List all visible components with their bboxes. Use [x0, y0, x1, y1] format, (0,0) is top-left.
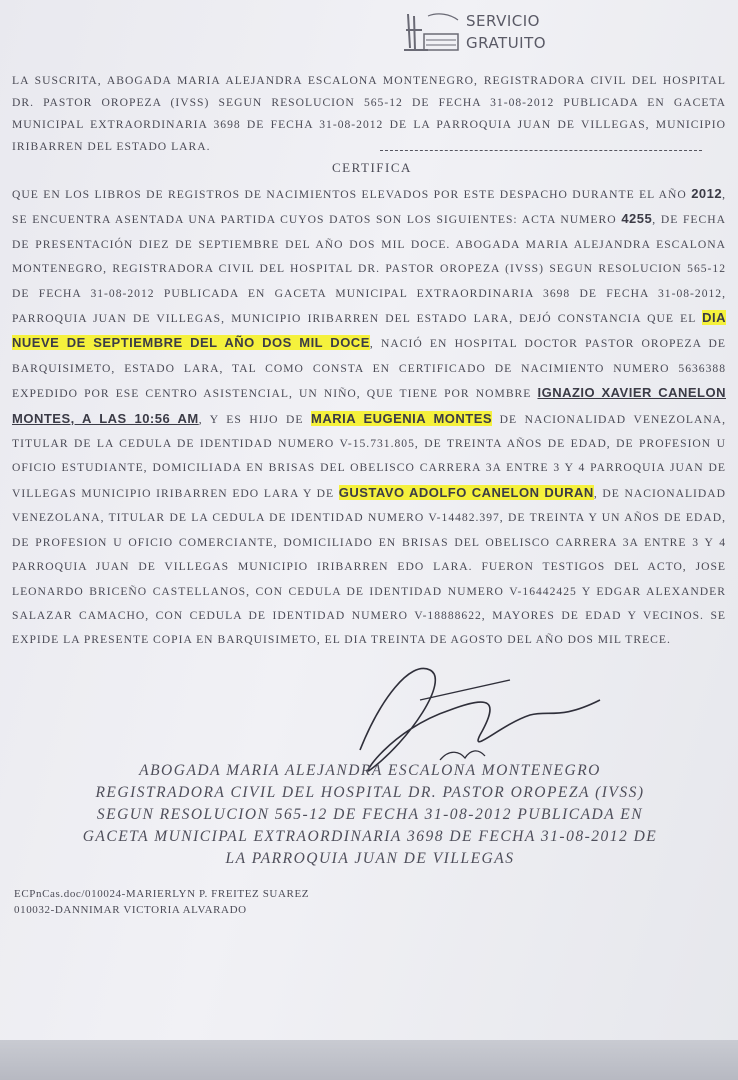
- certifica-heading: CERTIFICA: [332, 160, 412, 175]
- signatory-block: [60, 760, 680, 870]
- body-text-3: , DE FECHA DE PRESENTACIÓN DIEZ DE SEPTIEMBRE DEL AÑO DOS MIL DOCE. ABOGADA MARIA ALEJANDRA ESCALONA MONTENEGRO, REGISTRADORA CIVIL DEL HOSPITAL DR. PASTOR OROPEZA (IVSS) SEGUN RESOLUCION 565-12 DE FECHA 31-08-2012 PUBLICADA EN GACETA MUNICIPAL EXTRAORDINARIA 3698 DE FECHA 31-08-2012, PARROQUIA JUAN DE VILLEGAS, MUNICIPIO IRIBARREN DEL ESTADO LARA, DEJÓ CONSTANCIA QUE EL: [12, 213, 726, 326]
- body-text-7: , DE NACIONALIDAD VENEZOLANA, TITULAR DE LA CEDULA DE IDENTIDAD NUMERO V-14482.397, DE TREINTA Y UN AÑOS DE EDAD, DE PROFESION U OFICIO COMERCIANTE, DOMICILIADO EN BRISAS DEL OBELISCO CARRERA 3A ENTRE 3 Y 4 PARROQUIA JUAN DE VILLEGAS MUNICIPIO IRIBARREN EDO LARA. FUERON TESTIGOS DEL ACTO, JOSE LEONARDO BRICEÑO CASTELLANOS, CON CEDULA DE IDENTIDAD NUMERO V-16442425 Y EDGAR ALEXANDER SALAZAR CAMACHO, CON CEDULA DE IDENTIDAD NUMERO V-18888622, MAYORES DE EDAD Y VECINOS. SE EXPIDE LA PRESENTE COPIA EN BARQUISIMETO, EL DIA TREINTA DE AGOSTO DEL AÑO DOS MIL TRECE.: [12, 486, 727, 647]
- body-text-2: , SE ENCUENTRA ASENTADA UNA PARTIDA CUYOS DATOS SON LOS SIGUIENTES: ACTA NUMERO: [12, 188, 727, 227]
- stamp-line-1: SERVICIO: [466, 12, 540, 30]
- signatory-resolution: SEGUN RESOLUCION 565-12 DE FECHA 31-08-2012 PUBLICADA EN: [96, 806, 644, 823]
- signatory-title: REGISTRADORA CIVIL DEL HOSPITAL DR. PASTOR OROPEZA (IVSS): [95, 784, 645, 801]
- child-name: IGNAZIO XAVIER CANELON MONTES, A LAS 10:56 AM: [12, 385, 726, 426]
- body-text-5: , Y ES HIJO DE: [198, 412, 304, 426]
- signatory-gazette: GACETA MUNICIPAL EXTRAORDINARIA 3698 DE FECHA 31-08-2012 DE: [82, 828, 658, 845]
- body-text-1: QUE EN LOS LIBROS DE REGISTROS DE NACIMIENTOS ELEVADOS POR ESTE DESPACHO DURANTE EL AÑO: [12, 188, 687, 201]
- footer-line-1: ECPnCas.doc/010024-MARIERLYN P. FREITEZ SUAREZ: [14, 888, 310, 900]
- intro-paragraph: LA SUSCRITA, ABOGADA MARIA ALEJANDRA ESCALONA MONTENEGRO, REGISTRADORA CIVIL DEL HOSPITAL DR. PASTOR OROPEZA (IVSS) SEGUN RESOLUCION 565-12 DE FECHA 31-08-2012 PUBLICADA EN GACETA MUNICIPAL EXTRAORDINARIA 3698 DE FECHA 31-08-2012 DE LA PARROQUIA JUAN DE VILLEGAS, MUNICIPIO IRIBARREN DEL ESTADO LARA.: [12, 74, 726, 153]
- footer-line-2: 010032-DANNIMAR VICTORIA ALVARADO: [14, 904, 247, 916]
- father-name: GUSTAVO ADOLFO CANELON DURAN: [338, 484, 594, 500]
- page-edge-shadow: [0, 1040, 738, 1080]
- body-text-4: , NACIÓ EN HOSPITAL DOCTOR PASTOR OROPEZA DE BARQUISIMETO, ESTADO LARA, TAL COMO CONSTA EN CERTIFICADO DE NACIMIENTO NUMERO 5636388 EXPEDIDO POR ESE CENTRO ASISTENCIAL, UN NIÑO, QUE TIENE POR NOMBRE: [12, 337, 726, 401]
- birth-date-highlight: DIA NUEVE DE SEPTIEMBRE DEL AÑO DOS MIL DOCE: [12, 310, 726, 351]
- signatory-name: ABOGADA MARIA ALEJANDRA ESCALONA MONTENEGRO: [139, 762, 601, 779]
- signatory-parish: LA PARROQUIA JUAN DE VILLEGAS: [225, 850, 515, 867]
- government-seal-icon: [398, 10, 462, 56]
- body-text-6: DE NACIONALIDAD VENEZOLANA, TITULAR DE LA CEDULA DE IDENTIDAD NUMERO V-15.731.805, DE TREINTA AÑOS DE EDAD, DE PROFESION U OFICIO ESTUDIANTE, DOMICILIADA EN BRISAS DEL OBELISCO CARRERA 3A ENTRE 3 Y 4 PARROQUIA JUAN DE VILLEGAS MUNICIPIO IRIBARREN EDO LARA Y DE: [12, 412, 726, 500]
- acta-number: 4255: [621, 211, 653, 227]
- document-footer: [14, 886, 309, 918]
- mother-name: MARIA EUGENIA MONTES: [311, 410, 493, 426]
- free-service-stamp: [398, 10, 568, 58]
- heading-divider: [380, 150, 702, 151]
- stamp-line-2: GRATUITO: [466, 34, 547, 52]
- registry-year: 2012: [691, 186, 723, 201]
- certificate-body: [12, 182, 726, 653]
